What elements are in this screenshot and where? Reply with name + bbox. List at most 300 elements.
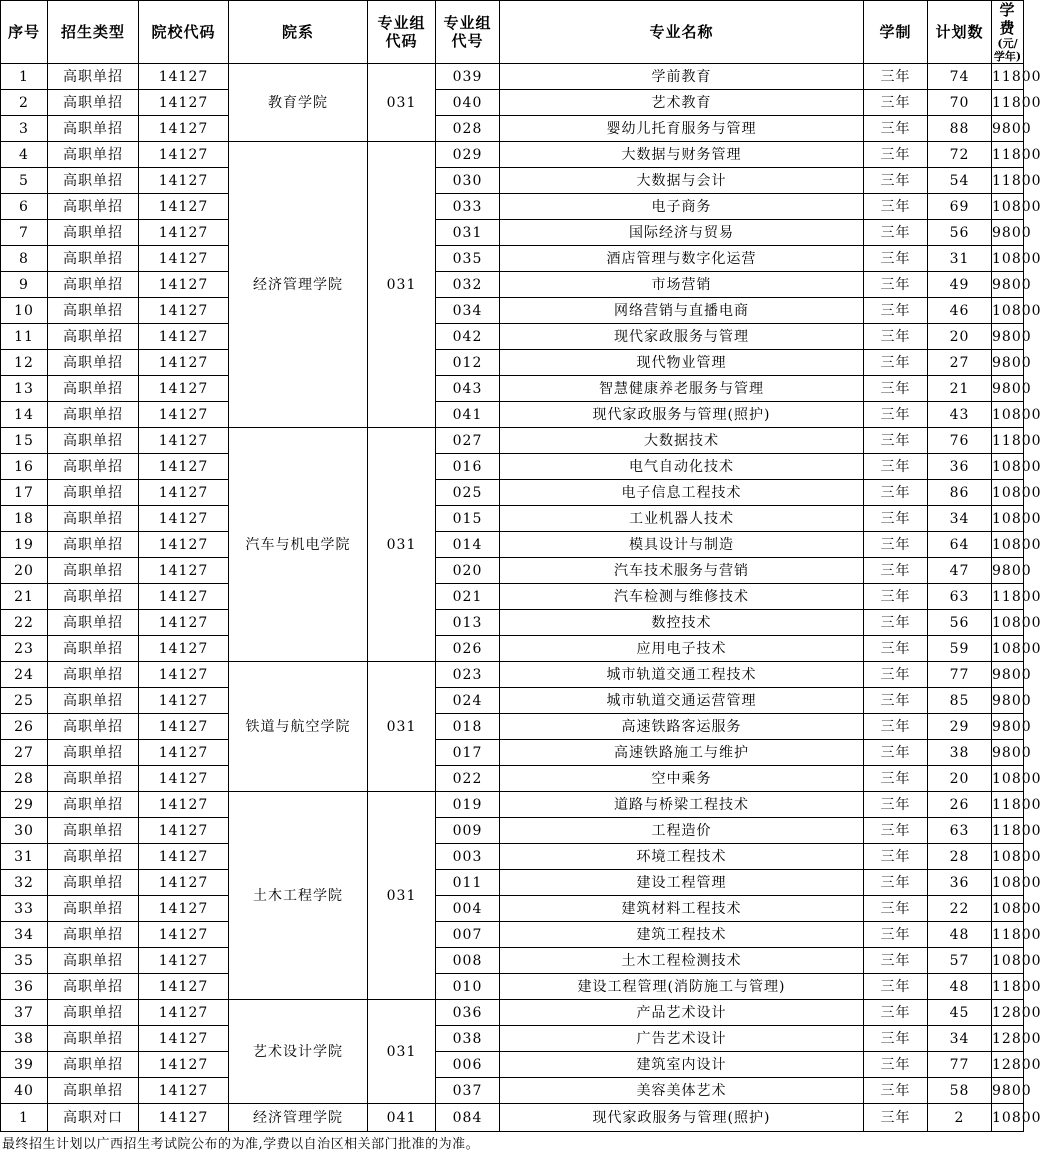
cell-seq: 19 [1, 532, 48, 558]
cell-major-name: 城市轨道交通运营管理 [500, 688, 864, 714]
cell-plan: 56 [928, 220, 992, 246]
cell-school-code: 14127 [139, 610, 229, 636]
cell-type: 高职单招 [48, 142, 139, 168]
cell-duration: 三年 [864, 246, 928, 272]
cell-major-code: 020 [436, 558, 500, 584]
cell-duration: 三年 [864, 844, 928, 870]
cell-major-name: 广告艺术设计 [500, 1026, 864, 1052]
cell-seq: 25 [1, 688, 48, 714]
table-row [1, 402, 1024, 428]
cell-seq: 13 [1, 376, 48, 402]
cell-seq: 3 [1, 116, 48, 142]
cell-duration: 三年 [864, 428, 928, 454]
cell-major-name: 大数据技术 [500, 428, 864, 454]
table-row [1, 688, 1024, 714]
cell-seq: 18 [1, 506, 48, 532]
cell-type: 高职单招 [48, 168, 139, 194]
cell-dept: 艺术设计学院 [229, 1000, 368, 1104]
cell-school-code: 14127 [139, 142, 229, 168]
cell-major-code: 084 [436, 1104, 500, 1132]
table-row [1, 272, 1024, 298]
cell-fee: 9800 [992, 220, 1024, 246]
table-row [1, 584, 1024, 610]
cell-seq: 21 [1, 584, 48, 610]
cell-major-code: 012 [436, 350, 500, 376]
cell-type: 高职单招 [48, 532, 139, 558]
cell-school-code: 14127 [139, 1104, 229, 1132]
cell-fee: 11800 [992, 90, 1024, 116]
cell-school-code: 14127 [139, 1078, 229, 1104]
cell-type: 高职单招 [48, 844, 139, 870]
cell-fee: 9800 [992, 740, 1024, 766]
cell-seq: 16 [1, 454, 48, 480]
cell-school-code: 14127 [139, 402, 229, 428]
cell-major-code: 035 [436, 246, 500, 272]
cell-seq: 32 [1, 870, 48, 896]
table-row [1, 662, 1024, 688]
cell-fee: 10800 [992, 896, 1024, 922]
cell-duration: 三年 [864, 766, 928, 792]
cell-major-name: 大数据与会计 [500, 168, 864, 194]
cell-type: 高职单招 [48, 376, 139, 402]
cell-major-code: 030 [436, 168, 500, 194]
table-row [1, 740, 1024, 766]
cell-duration: 三年 [864, 974, 928, 1000]
cell-type: 高职单招 [48, 584, 139, 610]
cell-type: 高职单招 [48, 116, 139, 142]
cell-plan: 59 [928, 636, 992, 662]
table-row [1, 220, 1024, 246]
header-fee-line2: (元/学年) [993, 37, 1022, 63]
cell-fee: 9800 [992, 1078, 1024, 1104]
table-row [1, 532, 1024, 558]
cell-group-code: 031 [368, 64, 436, 142]
cell-major-name: 空中乘务 [500, 766, 864, 792]
cell-duration: 三年 [864, 142, 928, 168]
cell-type: 高职单招 [48, 246, 139, 272]
cell-fee: 9800 [992, 324, 1024, 350]
table-row [1, 792, 1024, 818]
cell-plan: 56 [928, 610, 992, 636]
cell-plan: 85 [928, 688, 992, 714]
cell-seq: 29 [1, 792, 48, 818]
cell-plan: 63 [928, 584, 992, 610]
cell-major-code: 009 [436, 818, 500, 844]
table-row [1, 558, 1024, 584]
cell-fee: 12800 [992, 1052, 1024, 1078]
cell-type: 高职单招 [48, 64, 139, 90]
cell-fee: 10800 [992, 532, 1024, 558]
header-group-code-line2: 代码 [385, 32, 418, 50]
cell-major-code: 016 [436, 454, 500, 480]
table-row [1, 636, 1024, 662]
cell-school-code: 14127 [139, 64, 229, 90]
cell-plan: 45 [928, 1000, 992, 1026]
cell-school-code: 14127 [139, 896, 229, 922]
cell-type: 高职单招 [48, 1078, 139, 1104]
cell-plan: 63 [928, 818, 992, 844]
table-row [1, 714, 1024, 740]
table-row [1, 428, 1024, 454]
cell-fee: 9800 [992, 714, 1024, 740]
header-group-code [368, 1, 436, 64]
table-body [1, 64, 1042, 1132]
cell-plan: 31 [928, 246, 992, 272]
table-row [1, 922, 1024, 948]
cell-duration: 三年 [864, 298, 928, 324]
table-row [1, 1026, 1024, 1052]
cell-major-code: 036 [436, 1000, 500, 1026]
cell-type: 高职单招 [48, 922, 139, 948]
cell-school-code: 14127 [139, 350, 229, 376]
cell-fee: 11800 [992, 428, 1024, 454]
cell-plan: 26 [928, 792, 992, 818]
cell-major-name: 学前教育 [500, 64, 864, 90]
cell-major-name: 国际经济与贸易 [500, 220, 864, 246]
cell-dept: 经济管理学院 [229, 1104, 368, 1132]
cell-duration: 三年 [864, 1078, 928, 1104]
table-row [1, 610, 1024, 636]
cell-major-code: 017 [436, 740, 500, 766]
cell-major-name: 建设工程管理(消防施工与管理) [500, 974, 864, 1000]
cell-plan: 69 [928, 194, 992, 220]
cell-seq: 36 [1, 974, 48, 1000]
cell-duration: 三年 [864, 324, 928, 350]
cell-plan: 34 [928, 1026, 992, 1052]
cell-type: 高职单招 [48, 506, 139, 532]
cell-fee: 10800 [992, 480, 1024, 506]
table-row [1, 974, 1024, 1000]
cell-duration: 三年 [864, 272, 928, 298]
cell-school-code: 14127 [139, 766, 229, 792]
cell-duration: 三年 [864, 90, 928, 116]
cell-seq: 20 [1, 558, 48, 584]
cell-major-name: 智慧健康养老服务与管理 [500, 376, 864, 402]
cell-type: 高职单招 [48, 870, 139, 896]
cell-plan: 46 [928, 298, 992, 324]
cell-major-code: 021 [436, 584, 500, 610]
cell-major-code: 039 [436, 64, 500, 90]
cell-plan: 77 [928, 1052, 992, 1078]
cell-type: 高职单招 [48, 636, 139, 662]
cell-fee: 9800 [992, 350, 1024, 376]
table-row [1, 246, 1024, 272]
cell-fee: 10800 [992, 636, 1024, 662]
cell-major-name: 道路与桥梁工程技术 [500, 792, 864, 818]
cell-school-code: 14127 [139, 922, 229, 948]
header-group-code-line1: 专业组 [377, 14, 426, 32]
cell-duration: 三年 [864, 350, 928, 376]
cell-type: 高职单招 [48, 90, 139, 116]
cell-major-name: 数控技术 [500, 610, 864, 636]
cell-seq: 6 [1, 194, 48, 220]
header-duration: 学制 [864, 1, 928, 64]
cell-fee: 11800 [992, 584, 1024, 610]
cell-fee: 10800 [992, 402, 1024, 428]
cell-major-name: 电子商务 [500, 194, 864, 220]
cell-seq: 11 [1, 324, 48, 350]
cell-major-name: 土木工程检测技术 [500, 948, 864, 974]
cell-major-code: 023 [436, 662, 500, 688]
cell-school-code: 14127 [139, 220, 229, 246]
cell-major-code: 038 [436, 1026, 500, 1052]
cell-type: 高职单招 [48, 1052, 139, 1078]
cell-seq: 9 [1, 272, 48, 298]
cell-major-name: 市场营销 [500, 272, 864, 298]
header-major-code-line2: 代号 [451, 32, 484, 50]
cell-seq: 1 [1, 64, 48, 90]
cell-major-name: 现代家政服务与管理(照护) [500, 1104, 864, 1132]
cell-type: 高职单招 [48, 740, 139, 766]
cell-major-code: 008 [436, 948, 500, 974]
cell-seq: 35 [1, 948, 48, 974]
cell-fee: 10800 [992, 948, 1024, 974]
cell-dept: 教育学院 [229, 64, 368, 142]
cell-major-code: 015 [436, 506, 500, 532]
cell-duration: 三年 [864, 376, 928, 402]
cell-fee: 11800 [992, 818, 1024, 844]
cell-duration: 三年 [864, 558, 928, 584]
cell-seq: 10 [1, 298, 48, 324]
cell-school-code: 14127 [139, 454, 229, 480]
table-row [1, 116, 1024, 142]
cell-school-code: 14127 [139, 324, 229, 350]
cell-major-name: 网络营销与直播电商 [500, 298, 864, 324]
cell-group-code: 031 [368, 662, 436, 792]
cell-major-code: 040 [436, 90, 500, 116]
cell-major-name: 婴幼儿托育服务与管理 [500, 116, 864, 142]
table-row [1, 64, 1024, 90]
cell-major-name: 现代家政服务与管理(照护) [500, 402, 864, 428]
cell-type: 高职单招 [48, 298, 139, 324]
cell-school-code: 14127 [139, 298, 229, 324]
cell-plan: 20 [928, 324, 992, 350]
table-row [1, 350, 1024, 376]
cell-plan: 88 [928, 116, 992, 142]
table-row [1, 818, 1024, 844]
table-row [1, 1052, 1024, 1078]
cell-plan: 86 [928, 480, 992, 506]
cell-school-code: 14127 [139, 428, 229, 454]
cell-plan: 76 [928, 428, 992, 454]
cell-seq: 2 [1, 90, 48, 116]
cell-seq: 38 [1, 1026, 48, 1052]
table-row [1, 1078, 1024, 1104]
cell-major-name: 汽车技术服务与营销 [500, 558, 864, 584]
table-row [1, 90, 1024, 116]
cell-plan: 29 [928, 714, 992, 740]
header-school-code: 院校代码 [139, 1, 229, 64]
cell-school-code: 14127 [139, 948, 229, 974]
cell-major-name: 产品艺术设计 [500, 1000, 864, 1026]
cell-fee: 12800 [992, 1000, 1024, 1026]
cell-duration: 三年 [864, 922, 928, 948]
cell-seq: 37 [1, 1000, 48, 1026]
cell-major-code: 011 [436, 870, 500, 896]
cell-plan: 28 [928, 844, 992, 870]
cell-school-code: 14127 [139, 636, 229, 662]
cell-fee: 10800 [992, 1104, 1024, 1132]
cell-school-code: 14127 [139, 1052, 229, 1078]
cell-fee: 11800 [992, 792, 1024, 818]
cell-school-code: 14127 [139, 532, 229, 558]
cell-fee: 9800 [992, 688, 1024, 714]
cell-fee: 10800 [992, 246, 1024, 272]
cell-duration: 三年 [864, 662, 928, 688]
table-row [1, 506, 1024, 532]
cell-fee: 9800 [992, 116, 1024, 142]
cell-dept: 经济管理学院 [229, 142, 368, 428]
cell-plan: 54 [928, 168, 992, 194]
cell-fee: 11800 [992, 974, 1024, 1000]
cell-fee: 9800 [992, 376, 1024, 402]
cell-school-code: 14127 [139, 480, 229, 506]
cell-major-code: 019 [436, 792, 500, 818]
header-major-name: 专业名称 [500, 1, 864, 64]
cell-major-name: 酒店管理与数字化运营 [500, 246, 864, 272]
cell-major-code: 024 [436, 688, 500, 714]
cell-major-name: 建筑工程技术 [500, 922, 864, 948]
header-dept: 院系 [229, 1, 368, 64]
cell-group-code: 031 [368, 1000, 436, 1104]
cell-school-code: 14127 [139, 688, 229, 714]
cell-school-code: 14127 [139, 1000, 229, 1026]
cell-duration: 三年 [864, 792, 928, 818]
cell-plan: 77 [928, 662, 992, 688]
cell-fee: 10800 [992, 766, 1024, 792]
cell-plan: 34 [928, 506, 992, 532]
cell-major-code: 022 [436, 766, 500, 792]
cell-plan: 21 [928, 376, 992, 402]
cell-type: 高职单招 [48, 688, 139, 714]
cell-fee: 10800 [992, 454, 1024, 480]
cell-plan: 70 [928, 90, 992, 116]
cell-school-code: 14127 [139, 376, 229, 402]
cell-seq: 28 [1, 766, 48, 792]
cell-seq: 24 [1, 662, 48, 688]
cell-group-code: 041 [368, 1104, 436, 1132]
table-row [1, 454, 1024, 480]
cell-duration: 三年 [864, 220, 928, 246]
cell-type: 高职单招 [48, 272, 139, 298]
table-row [1, 194, 1024, 220]
cell-fee: 12800 [992, 1026, 1024, 1052]
cell-seq: 14 [1, 402, 48, 428]
cell-school-code: 14127 [139, 740, 229, 766]
cell-major-name: 工业机器人技术 [500, 506, 864, 532]
cell-type: 高职单招 [48, 714, 139, 740]
cell-major-name: 美容美体艺术 [500, 1078, 864, 1104]
cell-major-name: 高速铁路客运服务 [500, 714, 864, 740]
cell-duration: 三年 [864, 168, 928, 194]
cell-fee: 10800 [992, 506, 1024, 532]
cell-duration: 三年 [864, 194, 928, 220]
cell-school-code: 14127 [139, 974, 229, 1000]
cell-major-code: 029 [436, 142, 500, 168]
cell-major-code: 031 [436, 220, 500, 246]
cell-major-name: 模具设计与制造 [500, 532, 864, 558]
cell-school-code: 14127 [139, 662, 229, 688]
cell-fee: 11800 [992, 142, 1024, 168]
cell-seq: 34 [1, 922, 48, 948]
cell-type: 高职单招 [48, 948, 139, 974]
cell-type: 高职单招 [48, 766, 139, 792]
cell-major-code: 043 [436, 376, 500, 402]
cell-major-name: 建筑室内设计 [500, 1052, 864, 1078]
cell-type: 高职单招 [48, 350, 139, 376]
cell-type: 高职单招 [48, 818, 139, 844]
cell-fee: 10800 [992, 194, 1024, 220]
cell-major-code: 027 [436, 428, 500, 454]
table-row [1, 168, 1024, 194]
cell-school-code: 14127 [139, 558, 229, 584]
cell-seq: 8 [1, 246, 48, 272]
cell-major-code: 032 [436, 272, 500, 298]
cell-fee: 10800 [992, 844, 1024, 870]
cell-plan: 72 [928, 142, 992, 168]
cell-dept: 铁道与航空学院 [229, 662, 368, 792]
cell-type: 高职单招 [48, 662, 139, 688]
cell-plan: 36 [928, 870, 992, 896]
cell-type: 高职单招 [48, 896, 139, 922]
cell-major-name: 电子信息工程技术 [500, 480, 864, 506]
cell-fee: 10800 [992, 610, 1024, 636]
cell-duration: 三年 [864, 948, 928, 974]
cell-type: 高职单招 [48, 454, 139, 480]
cell-school-code: 14127 [139, 844, 229, 870]
header-plan: 计划数 [928, 1, 992, 64]
cell-major-name: 电气自动化技术 [500, 454, 864, 480]
cell-major-code: 025 [436, 480, 500, 506]
cell-duration: 三年 [864, 636, 928, 662]
cell-fee: 9800 [992, 558, 1024, 584]
cell-major-code: 037 [436, 1078, 500, 1104]
cell-duration: 三年 [864, 584, 928, 610]
cell-fee: 10800 [992, 298, 1024, 324]
cell-seq: 5 [1, 168, 48, 194]
table-row [1, 844, 1024, 870]
cell-duration: 三年 [864, 740, 928, 766]
cell-type: 高职对口 [48, 1104, 139, 1132]
cell-school-code: 14127 [139, 506, 229, 532]
cell-major-code: 033 [436, 194, 500, 220]
cell-school-code: 14127 [139, 272, 229, 298]
table-row [1, 870, 1024, 896]
cell-duration: 三年 [864, 818, 928, 844]
cell-seq: 7 [1, 220, 48, 246]
cell-major-name: 应用电子技术 [500, 636, 864, 662]
cell-major-code: 003 [436, 844, 500, 870]
cell-major-name: 大数据与财务管理 [500, 142, 864, 168]
cell-major-name: 城市轨道交通工程技术 [500, 662, 864, 688]
cell-type: 高职单招 [48, 792, 139, 818]
cell-plan: 20 [928, 766, 992, 792]
cell-type: 高职单招 [48, 428, 139, 454]
cell-dept: 汽车与机电学院 [229, 428, 368, 662]
cell-type: 高职单招 [48, 558, 139, 584]
cell-type: 高职单招 [48, 1026, 139, 1052]
cell-fee: 10800 [992, 870, 1024, 896]
cell-fee: 11800 [992, 64, 1024, 90]
cell-major-name: 工程造价 [500, 818, 864, 844]
cell-fee: 11800 [992, 922, 1024, 948]
cell-type: 高职单招 [48, 974, 139, 1000]
cell-duration: 三年 [864, 896, 928, 922]
cell-duration: 三年 [864, 610, 928, 636]
cell-school-code: 14127 [139, 90, 229, 116]
cell-seq: 15 [1, 428, 48, 454]
cell-plan: 47 [928, 558, 992, 584]
